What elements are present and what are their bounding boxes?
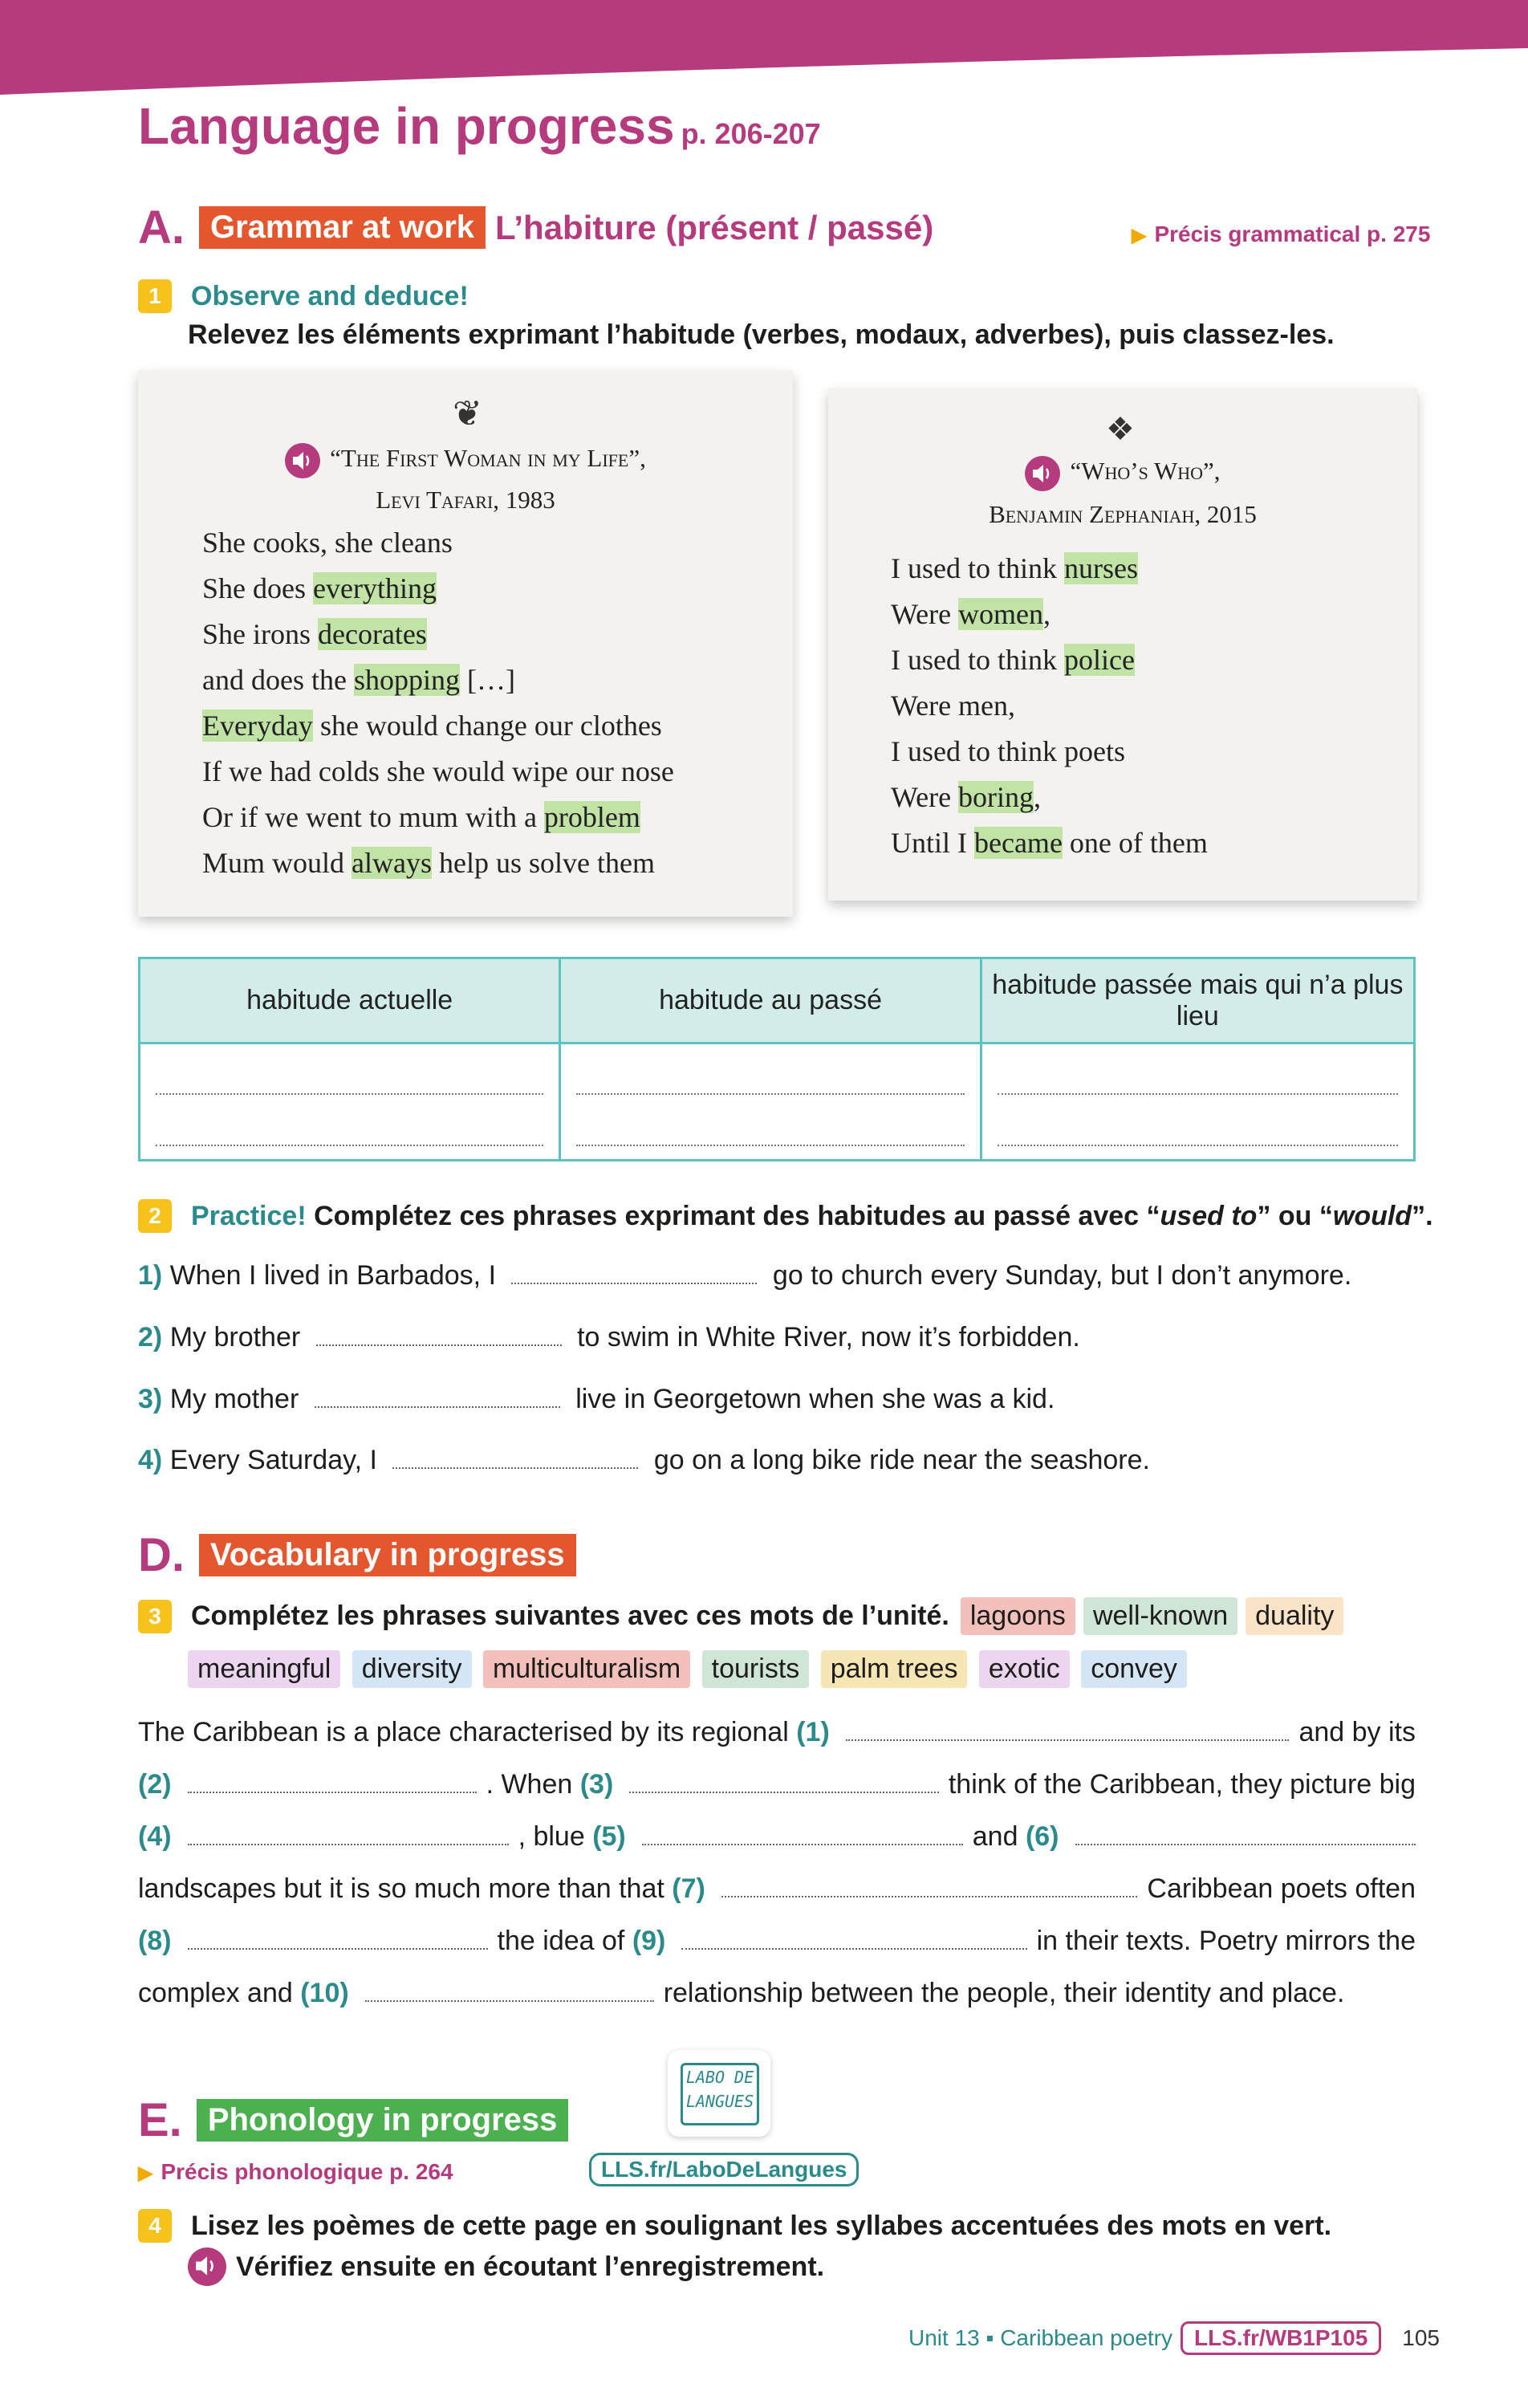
- paragraph-text: in their texts. Poetry mirrors the: [1036, 1926, 1416, 1956]
- poem-text: Or if we went to mum with a: [202, 801, 544, 833]
- labo-logo-line: LANGUES: [685, 2092, 754, 2111]
- arrow-right-icon: ▶: [138, 2162, 153, 2184]
- poem-text: She does: [202, 572, 313, 604]
- poem-text: Were: [891, 781, 959, 813]
- exercise-number-badge: 1: [138, 279, 172, 313]
- answer-blank[interactable]: [511, 1262, 757, 1284]
- answer-blank[interactable]: [392, 1446, 638, 1469]
- precis-phonologique-label: Précis phonologique p. 264: [161, 2159, 453, 2184]
- highlighted-word: nurses: [1063, 552, 1138, 584]
- exercise-4-line2: [188, 2247, 824, 2286]
- paragraph-text: and: [972, 1821, 1018, 1852]
- poem-2-lines: [891, 546, 1208, 866]
- highlighted-word: always: [352, 847, 432, 879]
- audio-icon[interactable]: [1025, 456, 1060, 491]
- paragraph-text: relationship between the people, their identity and place.: [663, 1978, 1345, 2008]
- item-text-after: live in Georgetown when she was a kid.: [575, 1384, 1055, 1414]
- footer-unit: Unit 13 ▪ Caribbean poetry: [908, 2325, 1172, 2350]
- exercise-1-title: Observe and deduce!: [191, 280, 469, 311]
- poem-line: [202, 795, 674, 840]
- highlighted-word: Everyday: [202, 710, 313, 742]
- answer-blank[interactable]: [846, 1720, 1290, 1741]
- paragraph-text: , blue: [518, 1821, 585, 1852]
- section-d-header: [138, 1528, 576, 1582]
- poem-text: […]: [459, 664, 515, 696]
- word-chip: well-known: [1083, 1597, 1237, 1635]
- exercise-number-badge: 3: [138, 1600, 172, 1633]
- answer-blank[interactable]: [681, 1929, 1026, 1950]
- highlighted-word: boring: [958, 781, 1034, 813]
- word-chip: tourists: [702, 1650, 810, 1688]
- poem-text: I used to think: [891, 644, 1064, 676]
- page-title-text: Language in progress: [138, 97, 675, 155]
- paragraph-text: and by its: [1298, 1717, 1416, 1747]
- poem-2-title-row: [828, 451, 1417, 491]
- paragraph-text: complex and: [138, 1978, 293, 2008]
- table-cell-answer[interactable]: [140, 1043, 560, 1161]
- item-text-before: My mother: [169, 1384, 299, 1414]
- exercise-4-instruction: Lisez les poèmes de cette page en soulignant les syllabes accentuées des mots en vert.: [191, 2210, 1332, 2241]
- answer-blank[interactable]: [316, 1324, 562, 1346]
- section-e-letter: E.: [138, 2094, 182, 2146]
- poem-line: [891, 775, 1208, 820]
- poem-line: [891, 592, 1208, 637]
- poem-line: [202, 703, 674, 749]
- gap-number: (4): [138, 1821, 172, 1852]
- paragraph-line: [138, 1706, 1416, 1759]
- item-number: 1): [138, 1260, 163, 1291]
- poem-line: [891, 729, 1208, 775]
- table-header-past-habit: habitude au passé: [560, 958, 981, 1043]
- word-bank-row: [188, 1650, 1195, 1688]
- exercise-2-item: [138, 1445, 1150, 1476]
- exercise-2-item: [138, 1322, 1080, 1353]
- precis-phonologique-link[interactable]: [138, 2159, 453, 2185]
- item-text-before: When I lived in Barbados, I: [169, 1260, 497, 1291]
- page-title: [138, 96, 821, 156]
- poem-text: Were men,: [891, 689, 1016, 722]
- word-chip: palm trees: [821, 1650, 968, 1688]
- item-number: 3): [138, 1384, 163, 1414]
- poem-line: [891, 546, 1208, 592]
- poem-text: I used to think poets: [891, 735, 1125, 767]
- gap-number: (5): [592, 1821, 626, 1852]
- section-a-header: [138, 201, 933, 254]
- word-chip: meaningful: [188, 1650, 340, 1688]
- poem-text: Until I: [891, 827, 974, 859]
- section-a-letter: A.: [138, 201, 185, 254]
- labo-de-langues-link[interactable]: LLS.fr/LaboDeLangues: [589, 2153, 859, 2186]
- poem-line: [891, 637, 1208, 683]
- item-text-before: My brother: [169, 1322, 301, 1352]
- poem-1-title: “The First Woman in my Life”,: [330, 444, 646, 472]
- word-chip: convey: [1081, 1650, 1187, 1688]
- table-header-current-habit: habitude actuelle: [140, 958, 560, 1043]
- word-chip: lagoons: [961, 1597, 1075, 1635]
- answer-blank[interactable]: [1075, 1824, 1416, 1845]
- gap-number: (10): [300, 1978, 349, 2008]
- poem-2-author: Benjamin Zephaniah, 2015: [989, 500, 1257, 528]
- answer-blank[interactable]: [365, 1981, 654, 2002]
- poem-text: She cooks, she cleans: [202, 527, 453, 559]
- highlighted-word: decorates: [318, 618, 427, 650]
- item-text-after: go to church every Sunday, but I don’t anymore.: [772, 1260, 1352, 1291]
- poem-line: [202, 749, 674, 795]
- section-a-subtitle: L’habiture (présent / passé): [495, 208, 934, 246]
- gap-number: (1): [796, 1717, 830, 1747]
- paragraph-line: [138, 1759, 1416, 1811]
- exercise-number-badge: 2: [138, 1199, 172, 1233]
- highlighted-word: became: [974, 827, 1063, 859]
- section-a-badge: Grammar at work: [199, 206, 486, 249]
- precis-grammatical-label: Précis grammatical p. 275: [1154, 222, 1431, 246]
- item-text-after: to swim in White River, now it’s forbidden.: [577, 1322, 1080, 1352]
- poem-line: [891, 820, 1208, 866]
- gap-number: (9): [632, 1926, 666, 1956]
- paragraph-text: . When: [486, 1769, 573, 1800]
- section-d-badge: Vocabulary in progress: [199, 1534, 576, 1576]
- exercise-2-title: Practice!: [191, 1200, 307, 1231]
- instruction-part: Complétez ces phrases exprimant des habitudes au passé avec “: [306, 1200, 1160, 1231]
- poem-line: [202, 657, 674, 703]
- answer-blank[interactable]: [188, 1929, 488, 1950]
- highlighted-word: women: [958, 598, 1044, 630]
- poem-text: one of them: [1062, 827, 1208, 859]
- word-chip: duality: [1246, 1597, 1343, 1635]
- exercise-1-instruction: Relevez les éléments exprimant l’habitude (verbes, modaux, adverbes), puis classez-les.: [188, 319, 1335, 350]
- exercise-4-heading: [138, 2209, 1331, 2243]
- item-text-after: go on a long bike ride near the seashore.: [653, 1445, 1150, 1475]
- table-header-ended-habit: habitude passée mais qui n’a plus lieu: [981, 958, 1414, 1043]
- page-title-pages: p. 206-207: [681, 117, 821, 150]
- page-number: 105: [1402, 2325, 1440, 2350]
- labo-logo-line: LABO DE: [685, 2068, 754, 2087]
- paragraph-line: [138, 1863, 1416, 1915]
- exercise-1-heading: [138, 279, 469, 313]
- instruction-used-to: used to: [1160, 1200, 1258, 1231]
- exercise-2-heading: [138, 1199, 1433, 1233]
- poem-text: ,: [1043, 598, 1051, 630]
- ornament-icon: ❖: [1106, 412, 1135, 447]
- instruction-part: ” ou “: [1257, 1200, 1333, 1231]
- highlighted-word: shopping: [353, 664, 460, 696]
- answer-blank[interactable]: [188, 1824, 509, 1845]
- paragraph-text: landscapes but it is so much more than that: [138, 1873, 664, 1904]
- word-chip: diversity: [352, 1650, 472, 1688]
- item-number: 2): [138, 1322, 163, 1352]
- poem-text: She irons: [202, 618, 318, 650]
- audio-icon[interactable]: [188, 2247, 226, 2286]
- audio-icon[interactable]: [285, 443, 320, 478]
- gap-number: (2): [138, 1769, 172, 1800]
- poem-1-title-row: [138, 438, 793, 478]
- section-d-letter: D.: [138, 1529, 185, 1581]
- exercise-3-instruction: Complétez les phrases suivantes avec ces mots de l’unité.: [191, 1601, 949, 1631]
- item-text-before: Every Saturday, I: [169, 1445, 377, 1475]
- instruction-would: would: [1332, 1200, 1412, 1231]
- answer-blank[interactable]: [721, 1877, 1138, 1898]
- gap-fill-paragraph: [138, 1706, 1416, 2020]
- paragraph-line: [138, 1915, 1416, 1967]
- poem-card-first-woman: [138, 371, 793, 917]
- paragraph-line: [138, 1967, 1416, 2020]
- exercise-2-item: [138, 1260, 1351, 1291]
- paragraph-line: [138, 1811, 1416, 1863]
- poem-text: I used to think: [891, 552, 1064, 584]
- poem-text: ,: [1034, 781, 1042, 813]
- highlighted-word: everything: [313, 572, 437, 604]
- poem-text: Mum would: [202, 847, 352, 879]
- answer-blank[interactable]: [629, 1772, 939, 1793]
- poem-text: and does the: [202, 664, 354, 696]
- paragraph-text: Caribbean poets often: [1147, 1873, 1416, 1904]
- word-chip: multiculturalism: [483, 1650, 690, 1688]
- item-number: 4): [138, 1445, 163, 1475]
- poem-1-lines: [202, 520, 674, 886]
- highlighted-word: police: [1063, 644, 1135, 676]
- poem-text: she would change our clothes: [312, 710, 662, 742]
- page-footer: [908, 2321, 1440, 2355]
- poem-line: [202, 566, 674, 612]
- poem-line: [202, 612, 674, 657]
- poem-text: Were: [891, 598, 959, 630]
- word-chip: exotic: [979, 1650, 1070, 1688]
- highlighted-word: problem: [543, 801, 640, 833]
- precis-grammatical-link[interactable]: [1132, 222, 1430, 247]
- exercise-2-instruction: [307, 1201, 1433, 1232]
- gap-number: (8): [138, 1926, 172, 1956]
- gap-number: (3): [579, 1769, 614, 1800]
- exercise-2-item: [138, 1384, 1055, 1415]
- poem-line: [891, 683, 1208, 729]
- exercise-3-heading: [138, 1597, 1351, 1635]
- table-cell-answer[interactable]: [560, 1043, 981, 1161]
- section-e-badge: Phonology in progress: [197, 2099, 569, 2142]
- poem-2-title: “Who’s Who”,: [1070, 457, 1221, 485]
- habit-table: [138, 957, 1416, 1161]
- labo-de-langues-logo[interactable]: [668, 2050, 770, 2137]
- ornament-icon: ❦: [453, 394, 482, 433]
- gap-number: (7): [672, 1873, 705, 1904]
- table-cell-answer[interactable]: [981, 1043, 1414, 1161]
- answer-blank[interactable]: [188, 1772, 477, 1793]
- poem-1-author: Levi Tafari, 1983: [376, 486, 555, 514]
- answer-blank[interactable]: [315, 1385, 560, 1408]
- top-banner: [0, 0, 1528, 104]
- labo-logo-frame: [681, 2063, 759, 2125]
- exercise-4-instruction-2: Vérifiez ensuite en écoutant l’enregistrement.: [236, 2251, 825, 2282]
- paragraph-text: think of the Caribbean, they picture big: [948, 1769, 1416, 1800]
- instruction-part: ”.: [1412, 1200, 1433, 1231]
- exercise-number-badge: 4: [138, 2209, 172, 2243]
- footer-link[interactable]: LLS.fr/WB1P105: [1181, 2321, 1381, 2355]
- paragraph-text: The Caribbean is a place characterised by its regional: [138, 1717, 789, 1747]
- poem-line: [202, 520, 674, 566]
- paragraph-text: the idea of: [497, 1926, 625, 1956]
- arrow-right-icon: ▶: [1132, 225, 1147, 246]
- gap-number: (6): [1025, 1821, 1059, 1852]
- answer-blank[interactable]: [642, 1824, 963, 1845]
- section-e-header: [138, 2093, 568, 2147]
- poem-line: [202, 840, 674, 886]
- poem-text: help us solve them: [431, 847, 655, 879]
- poem-card-whos-who: [828, 388, 1417, 901]
- poem-text: If we had colds she would wipe our nose: [202, 755, 674, 787]
